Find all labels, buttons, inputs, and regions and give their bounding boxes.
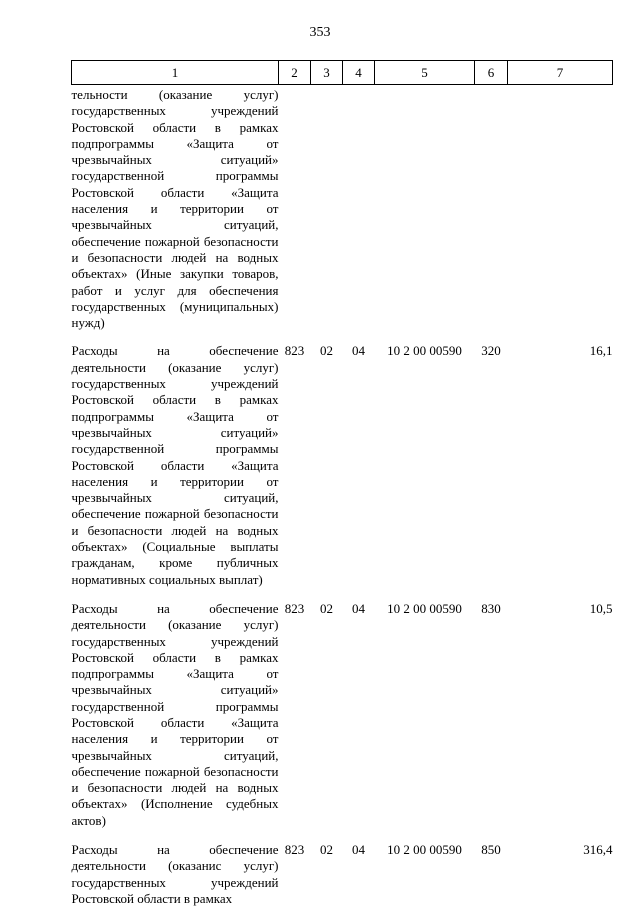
amount-value (508, 85, 613, 332)
column-header-6: 6 (475, 61, 508, 85)
amount-value: 316,4 (583, 842, 613, 858)
section-code: 02 (320, 842, 333, 858)
subsection-code: 04 (352, 343, 365, 359)
column-header-1: 1 (72, 61, 279, 85)
section-code (311, 85, 343, 332)
row-description: тельности (оказание услуг) государственных учреждений Ростовской области в рамках подпрограммы «Защита от чрезвычайных ситуаций» государственной программы Ростовской области «Защита населения и территории от чрезвычайных ситуаций, обеспечение пожарной безопасности и безопасности людей на водных объектах» (Иные закупки товаров, работ и услуг для обеспечения государственных (муниципальных) нужд) (71, 87, 279, 331)
target-article-code (375, 85, 475, 332)
amount-value: 16,1 (589, 343, 613, 359)
row-description: Расходы на обеспечение деятельности (оказанис услуг) государственных учреждений Ростовской области в рамках (71, 842, 279, 906)
ministry-code: 823 (284, 600, 305, 616)
table-row (72, 331, 613, 588)
page-number: 353 (309, 25, 331, 40)
subsection-code: 04 (352, 842, 365, 858)
expense-type-code: 830 (481, 600, 501, 616)
section-code: 02 (320, 600, 333, 616)
section-code: 02 (320, 343, 333, 359)
table-row (72, 85, 613, 332)
ministry-code (279, 85, 311, 332)
header-row (72, 61, 613, 85)
budget-table (71, 60, 613, 908)
expense-type-code (475, 85, 508, 332)
table-row (72, 830, 613, 908)
target-article-code: 10 2 00 00590 (387, 343, 462, 359)
subsection-code (343, 85, 375, 332)
target-article-code: 10 2 00 00590 (387, 600, 462, 616)
subsection-code: 04 (352, 600, 365, 616)
ministry-code: 823 (284, 842, 305, 858)
column-header-2: 2 (279, 61, 311, 85)
column-header-5: 5 (375, 61, 475, 85)
table-row (72, 589, 613, 830)
column-header-3: 3 (311, 61, 343, 85)
ministry-code: 823 (284, 343, 305, 359)
row-description: Расходы на обеспечение деятельности (оказание услуг) государственных учреждений Ростовской области в рамках подпрограммы «Защита от чрезвычайных ситуаций» государственной программы Ростовской области «Защита населения и территории от чрезвычайных ситуаций, обеспечение пожарной безопасности и безопасности людей на водных объектах» (Исполнение судебных актов) (71, 600, 279, 828)
column-header-7: 7 (508, 61, 613, 85)
target-article-code: 10 2 00 00590 (387, 842, 462, 858)
expense-type-code: 320 (481, 343, 501, 359)
row-description: Расходы на обеспечение деятельности (оказание услуг) государственных учреждений Ростовской области в рамках подпрограммы «Защита от чрезвычайных ситуаций» государственной программы Ростовской области «Защита населения и территории от чрезвычайных ситуаций, обеспечение пожарной безопасности и безопасности людей на водных объектах» (Социальные выплаты гражданам, кроме публичных нормативных социальных выплат) (71, 343, 279, 587)
expense-type-code: 850 (481, 842, 501, 858)
column-header-4: 4 (343, 61, 375, 85)
amount-value: 10,5 (589, 600, 613, 616)
